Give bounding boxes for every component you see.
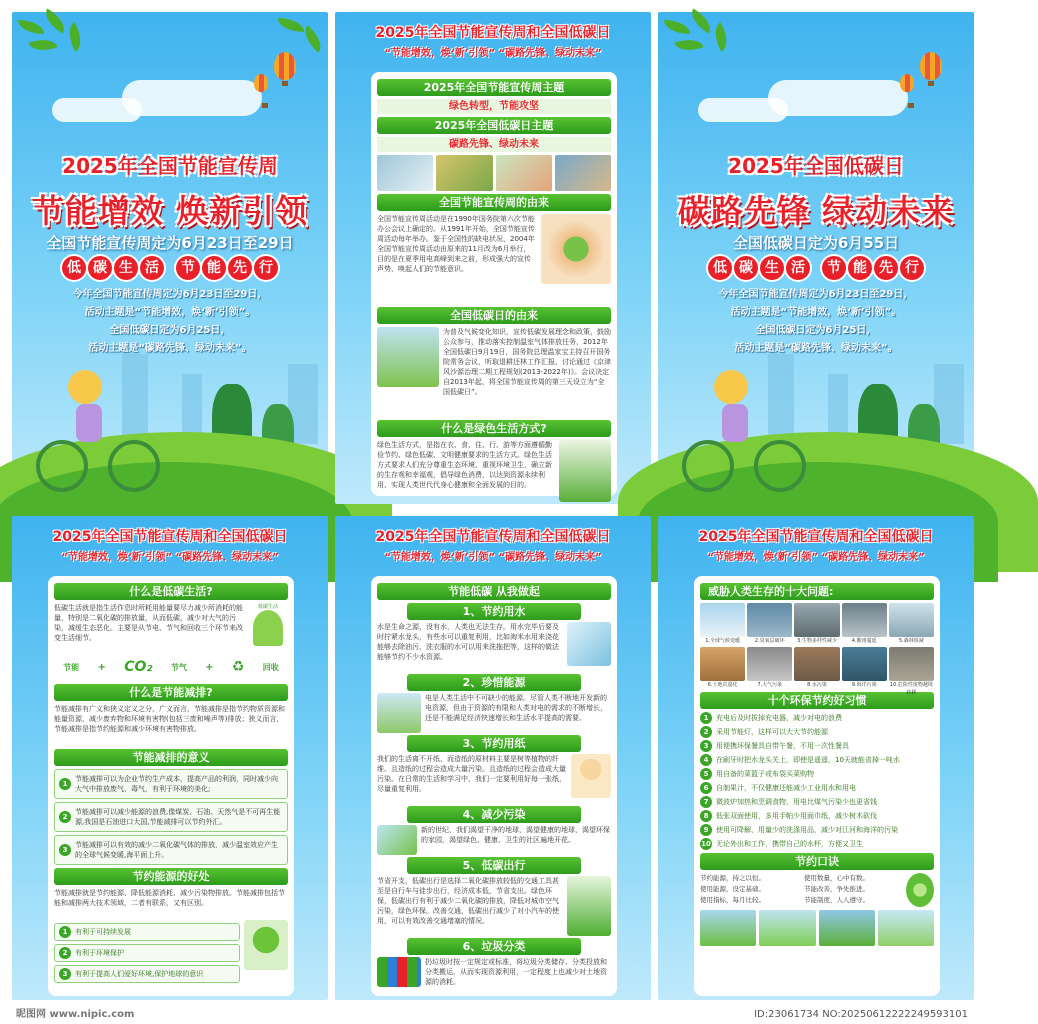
cover-year-title: 2025年全国节能宣传周 [62, 154, 278, 178]
panel-title: 2025年全国节能宣传周和全国低碳日 [52, 529, 288, 545]
threat-caption: 9.海洋污染 [851, 682, 877, 688]
habit-item: 使用可降解，用量少的洗涤用品，减少对江河和海洋的污染 [716, 825, 898, 834]
cover-info-line: 全国低碳日定为6月25日， [109, 325, 231, 336]
green-hills-image [377, 327, 439, 387]
hot-air-balloon-icon [920, 52, 942, 80]
photo-strip [377, 155, 611, 191]
co2-icon: CO₂ [124, 659, 153, 675]
panel-subtitle: “节能增效，焕‘新’引领” “碳路先锋、绿动未来” [384, 48, 602, 59]
pill-char: 能 [848, 256, 872, 280]
number-badge: 6 [700, 782, 712, 794]
bicycle-wheel-icon [682, 440, 734, 492]
content-card [48, 576, 294, 996]
section-text: 扔垃圾时按一定规定或标准，将垃圾分类储存、分类投放和分类搬运，从而实现资源利用，一定程度上也减少对土地资源的消耗。 [425, 958, 607, 986]
bicycle-wheel-icon [108, 440, 160, 492]
number-badge: 2 [59, 811, 71, 823]
cover-info-line: 今年全国节能宣传周定为6月23日至29日， [718, 289, 914, 300]
pill-char: 生 [760, 256, 784, 280]
number-badge: 2 [700, 726, 712, 738]
benefit-item: 有利于提高人们爱好环境,保护地球的意识 [75, 969, 204, 978]
girl-helmet-icon [68, 370, 102, 404]
hot-air-balloon-icon [900, 74, 914, 92]
panel-title: 2025年全国节能宣传周和全国低碳日 [375, 529, 611, 545]
green-text: 绿色生活方式，是指在衣、食、住、行、游等方面遵循勤俭节约、绿色低碳、文明健康要求的生活方式。绿色生活方式要求人们充分尊重生态环境，重视环境卫生，确立新的生存观和幸福观，倡导绿色消费，以达到资源永续利用、实现人类世代代身心健康和全面发展的目的。 [377, 441, 552, 489]
number-badge: 8 [700, 810, 712, 822]
tip-item: 节约能源，持之以恒。 [700, 874, 765, 882]
habit-item: 采用节能灯，这样可以大大节约能源 [716, 727, 828, 736]
section-bar: 2025年全国节能宣传周主题 [377, 79, 611, 96]
nature-photo [759, 910, 815, 946]
pill-char: 活 [140, 256, 164, 280]
panel-title: 2025年全国节能宣传周和全国低碳日 [698, 529, 934, 545]
threat-photo [889, 603, 934, 637]
meaning-item: 节能减排可以有效的减少二氧化碳气体的排放，减少温室效应产生的全球气候变暖,海平面上升。 [75, 841, 278, 859]
habit-item: 无论外出和工作，携带自己的水杯，方便又卫生 [716, 839, 863, 848]
nature-photo [819, 910, 875, 946]
lc-origin-text: 为普及气候变化知识，宣传低碳发展理念和政策，鼓励公众参与，推动落实控制温室气体排放任务，2012年全国低碳日9月19日，国务院总理温家宝主持召开国务院常务会议，听取退耕还林工作汇报，讨论通过《京津风沙源治理二期工程规划(2013-2022年)》。会议决定自2013年起，将全国节能宣传周的第三天设立为“全国低碳日”。 [443, 328, 611, 396]
number-badge: 3 [700, 740, 712, 752]
fields-photo [436, 155, 492, 191]
number-badge: 7 [700, 796, 712, 808]
section-bar: 节能低碳 从我做起 [377, 583, 611, 600]
section-bar: 什么是绿色生活方式? [377, 420, 611, 437]
habit-item: 微波炉加热和烹调食物，用电比煤气污染少也更省钱 [716, 797, 877, 806]
panel-title: 2025年全国节能宣传周和全国低碳日 [375, 25, 611, 41]
content-card [694, 576, 940, 996]
cover-slogan: 节能增效 焕新引领 [31, 192, 309, 230]
threat-photo [842, 647, 887, 681]
pill-char: 能 [202, 256, 226, 280]
girl-paper-image [571, 754, 611, 798]
content-card [371, 72, 617, 496]
girl-body-icon [722, 404, 748, 442]
section-text: 水是生命之源，没有水，人类也无法生存。用水完毕后要及时拧紧水龙头，有些水可以重复利用，比如淘米水用来浇花能够去除油污，洗衣服的水可以用来洗拖把等，这样的做法能够节约不少水资源。 [377, 623, 559, 661]
section-text: 新的世纪，我们渴望干净的地球，渴望健康的地球，渴望环保的家园，渴望绿色、健康、卫生的社区遍地开花。 [421, 826, 610, 844]
poster-lowcarbon-life [12, 516, 328, 1000]
tip-item: 节能改善，争先推进。 [804, 885, 869, 893]
section-bar: 节能减排的意义 [54, 749, 288, 766]
number-badge: 9 [700, 824, 712, 836]
water-tap-image [567, 622, 611, 666]
sub-bar: 6、垃圾分类 [407, 938, 581, 955]
cover-slogan: 碳路先锋 绿动未来 [677, 192, 955, 230]
icon-row [54, 653, 288, 681]
theme-text: 绿色转型，节能攻坚 [377, 99, 611, 114]
bicycle-wheel-icon [754, 440, 806, 492]
sub-bar: 2、珍惜能源 [407, 674, 581, 691]
cover-pill-row [12, 256, 328, 280]
nature-photo [700, 910, 756, 946]
pill-char: 碳 [734, 256, 758, 280]
cover-info-line: 活动主题是“碳路先锋、绿动未来”。 [734, 343, 898, 354]
building-icon [122, 354, 148, 444]
threat-caption: 10.危险性废物越境转移 [889, 682, 933, 696]
cover-info [658, 286, 974, 358]
threats-grid [700, 603, 934, 696]
cranes-photo [377, 155, 433, 191]
pill-char: 先 [228, 256, 252, 280]
pill-char: 节 [822, 256, 846, 280]
tip-item: 使用指标，每月比较。 [700, 896, 765, 904]
panel-subtitle: “节能增效，焕‘新’引领” “碳路先锋、绿动未来” [61, 552, 279, 563]
cloud-icon [52, 98, 142, 122]
section-bar: 十个环保节约好习惯 [700, 692, 934, 709]
energy-icon-label: 节能 [63, 662, 80, 672]
landscape-photo [555, 155, 611, 191]
threat-photo [747, 647, 792, 681]
cover-info-line: 全国低碳日定为6月25日， [755, 325, 877, 336]
threat-caption: 1.全球气候变暖 [705, 638, 740, 644]
cloud-icon [698, 98, 788, 122]
cover-info-line: 活动主题是“碳路先锋、绿动未来”。 [88, 343, 252, 354]
nature-photo [878, 910, 934, 946]
pill-char: 生 [114, 256, 138, 280]
threat-photo [700, 603, 745, 637]
threat-caption: 5.森林锐减 [899, 638, 924, 644]
habit-item: 用便携环保餐具自带午餐，不用一次性餐具 [716, 741, 849, 750]
habit-item: 自制果汁，不仅健康还能减少工业用水和用电 [716, 783, 856, 792]
section-text: 电是人类生活中不可缺少的能源。尽管人类不断地开发新的电资源，但由于资源的有限和人类对电的需求的不断增长，还是不能满足经济快速增长和生活水平提高的需要。 [425, 694, 607, 722]
photo-strip [700, 910, 934, 946]
pill-char: 活 [786, 256, 810, 280]
pill-char: 先 [874, 256, 898, 280]
number-badge: 1 [59, 926, 71, 938]
sub-bar: 1、节约用水 [407, 603, 581, 620]
tip-item: 使用能源，设定基础。 [700, 885, 765, 893]
number-badge: 2 [59, 947, 71, 959]
number-badge: 5 [700, 768, 712, 780]
section-bar: 什么是低碳生活? [54, 583, 288, 600]
number-badge: 1 [700, 712, 712, 724]
poster-start-with-me [335, 516, 651, 1000]
section-bar: 全国低碳日的由来 [377, 307, 611, 324]
threat-photo [794, 647, 839, 681]
benefit-text: 节能减排就是节约能源、降低能源消耗、减少污染物排放。节能减排包括节能和减排两大技术领域，二者有联系，又有区别。 [54, 889, 285, 907]
girl-helmet-icon [714, 370, 748, 404]
threat-photo [747, 603, 792, 637]
tip-item: 节能制度，人人遵守。 [804, 896, 869, 904]
cover-info-line: 今年全国节能宣传周定为6月23日至29日， [72, 289, 268, 300]
threat-photo [700, 647, 745, 681]
benefit-item: 有利于环境保护 [75, 948, 124, 957]
threat-caption: 4.酸雨蔓延 [851, 638, 877, 644]
pill-char: 行 [254, 256, 278, 280]
pill-char: 行 [900, 256, 924, 280]
recycle-icon: ♻ [231, 659, 245, 675]
cover-year-title: 2025年全国低碳日 [728, 154, 904, 178]
number-badge: 4 [700, 754, 712, 766]
pill-char: 低 [62, 256, 86, 280]
benefit-item: 有利于可持续发展 [75, 927, 131, 936]
panel-subtitle: “节能增效，焕‘新’引领” “碳路先锋、绿动未来” [384, 552, 602, 563]
id-watermark: ID:23061734 NO:20250612222249593101 [754, 1009, 968, 1020]
habit-item: 充电后及时拔掉充电器，减少对电的浪费 [716, 713, 842, 722]
cover-info [12, 286, 328, 358]
section-text: 节省开支，低碳出行是选择二氧化碳排放较低的交通工具甚至是自行车与徒步出行，经济成本低，节省支出。绿色环保，低碳出行有利于减少二氧化碳的排放，降低对城市空气污染，绿色环保。改善交通，低碳出行减少了对小汽车的使用，可以有效改善交通堵塞的情况。 [377, 877, 559, 925]
gas-icon-label: 节气 [170, 662, 187, 672]
lowcarbon-theme-text: 碳路先锋、绿动未来 [377, 137, 611, 152]
threat-photo [842, 603, 887, 637]
threat-caption: 3.生物多样性减少 [797, 638, 837, 644]
recycle-icon-label: 回收 [262, 662, 279, 672]
girl-body-icon [76, 404, 102, 442]
sub-bar: 5、低碳出行 [407, 857, 581, 874]
threat-caption: 2.臭氧层破坏 [754, 638, 785, 644]
section-bar: 节约口诀 [700, 853, 934, 870]
pill-char: 节 [176, 256, 200, 280]
section-bar: 威胁人类生存的十大问题: [700, 583, 934, 600]
solar-panel-image [377, 693, 421, 733]
sign-label: 低碳生活 [257, 604, 278, 610]
lightbulb-icon [906, 873, 934, 907]
section-bar: 节约能源的好处 [54, 868, 288, 885]
tree-image [244, 920, 288, 970]
pill-char: 碳 [88, 256, 112, 280]
cover-date-line: 全国低碳日定为6月55日 [732, 234, 900, 252]
what-text: 低碳生活就是指生活作息时所耗用能量要尽力减少所消耗的能量，特别是二氧化碳的排放量，从而低碳，减少对大气的污染，减缓生态恶化。主要是从节电、节气和回收三个环节来改变生活细节。 [54, 604, 243, 642]
section-bar: 2025年全国低碳日主题 [377, 117, 611, 134]
section-bar: 全国节能宣传周的由来 [377, 194, 611, 211]
bicycle-wheel-icon [36, 440, 88, 492]
threat-caption: 6.土地荒漠化 [707, 682, 738, 688]
poster-threats-habits [658, 516, 974, 1000]
tips-grid [700, 873, 902, 905]
site-watermark: 昵图网 www.nipic.com [16, 1009, 135, 1020]
number-badge: 3 [59, 844, 71, 856]
cover-info-line: 活动主题是“节能增效，焕‘新’引领”。 [84, 307, 256, 318]
threat-photo [889, 647, 934, 681]
section-text: 我们的生活离不开纸，而造纸的原材料主要是树等植物的纤维。且造纸的过程会造成大量污染。且造纸的过程会造成大量污染。在日常的生活和学习中，我们一定要利用好每一张纸，尽量重复利用。 [377, 755, 566, 793]
leaf-decoration-icon [658, 12, 748, 82]
habit-item: 在刷牙时把水龙头关上，即使是遥遥，10天就能省掉一吨水 [716, 755, 900, 764]
reduce-text: 节能减排有广义和狭义定义之分，广义而言，节能减排是指节约物质资源和能量资源，减少废弃物和环境有害物(包括三废和噪声等)排放；狭义而言，节能减排是指节约能源和减少环境有害物排放。 [54, 705, 285, 733]
origin-text: 全国节能宣传周活动是在1990年国务院第六次节能办公会议上确定的。从1991年开始，全国节能宣传周活动每年举办。鉴于全国性的缺电状况，2004年全国节能宣传周活动由原来的11月改为6月举行，目的是在夏季用电高峰到来之前，形成强大的宣传声势，唤起人们的节能意识。 [377, 215, 535, 273]
hands-globe-image [541, 214, 611, 284]
plus-icon: + [205, 661, 214, 673]
threat-caption: 8.水污染 [807, 682, 827, 688]
cloud-icon [768, 80, 908, 116]
habit-item: 低张双面使用，多用手帕少用面巾纸，减少树木砍伐 [716, 811, 877, 820]
threat-caption: 7.大气污染 [757, 682, 783, 688]
number-badge: 1 [59, 778, 71, 790]
sub-bar: 4、减少污染 [407, 806, 581, 823]
plus-icon: + [97, 661, 106, 673]
trash-bins-image [377, 957, 421, 987]
cover-date-line: 全国节能宣传周定为6月23日至29日 [46, 234, 294, 252]
cover-pill-row [658, 256, 974, 280]
number-badge: 10 [701, 840, 711, 848]
cloud-icon [122, 80, 262, 116]
threat-photo [794, 603, 839, 637]
cyclist-image [567, 876, 611, 936]
section-bar: 什么是节能减排? [54, 684, 288, 701]
building-icon [768, 354, 794, 444]
meaning-item: 节能减排可以为企业节约生产成本，提高产品的利润，同时减少向大气中排放废气、毒气，有利于环境的美化; [75, 775, 278, 793]
cover-info-line: 活动主题是“节能增效，焕‘新’引领”。 [730, 307, 902, 318]
panel-subtitle: “节能增效，焕‘新’引领” “碳路先锋、绿动未来” [707, 552, 925, 563]
sub-bar: 3、节约用纸 [407, 735, 581, 752]
tip-item: 使用数量，心中有数。 [804, 874, 869, 882]
content-card [371, 576, 617, 996]
pill-char: 低 [708, 256, 732, 280]
village-photo [496, 155, 552, 191]
poster-theme-origin [335, 12, 651, 504]
meaning-item: 节能减排可以减少能源的浪费,像煤炭、石油、天然气是不可再生能源,我国是石油进口大国,节能减排可以节约外汇。 [75, 808, 281, 826]
leaf-decoration-icon [238, 12, 328, 82]
habit-item: 用自备的菜篮子或布袋买菜购物 [716, 769, 814, 778]
globe-image [377, 825, 417, 855]
leaf-mascot-icon [253, 610, 283, 646]
hourglass-image [559, 440, 611, 502]
poster-cover-energy-week [12, 12, 328, 504]
poster-cover-lowcarbon-day [658, 12, 974, 504]
leaf-decoration-icon [12, 12, 102, 82]
number-badge: 3 [59, 968, 71, 980]
habits-list [700, 712, 934, 850]
